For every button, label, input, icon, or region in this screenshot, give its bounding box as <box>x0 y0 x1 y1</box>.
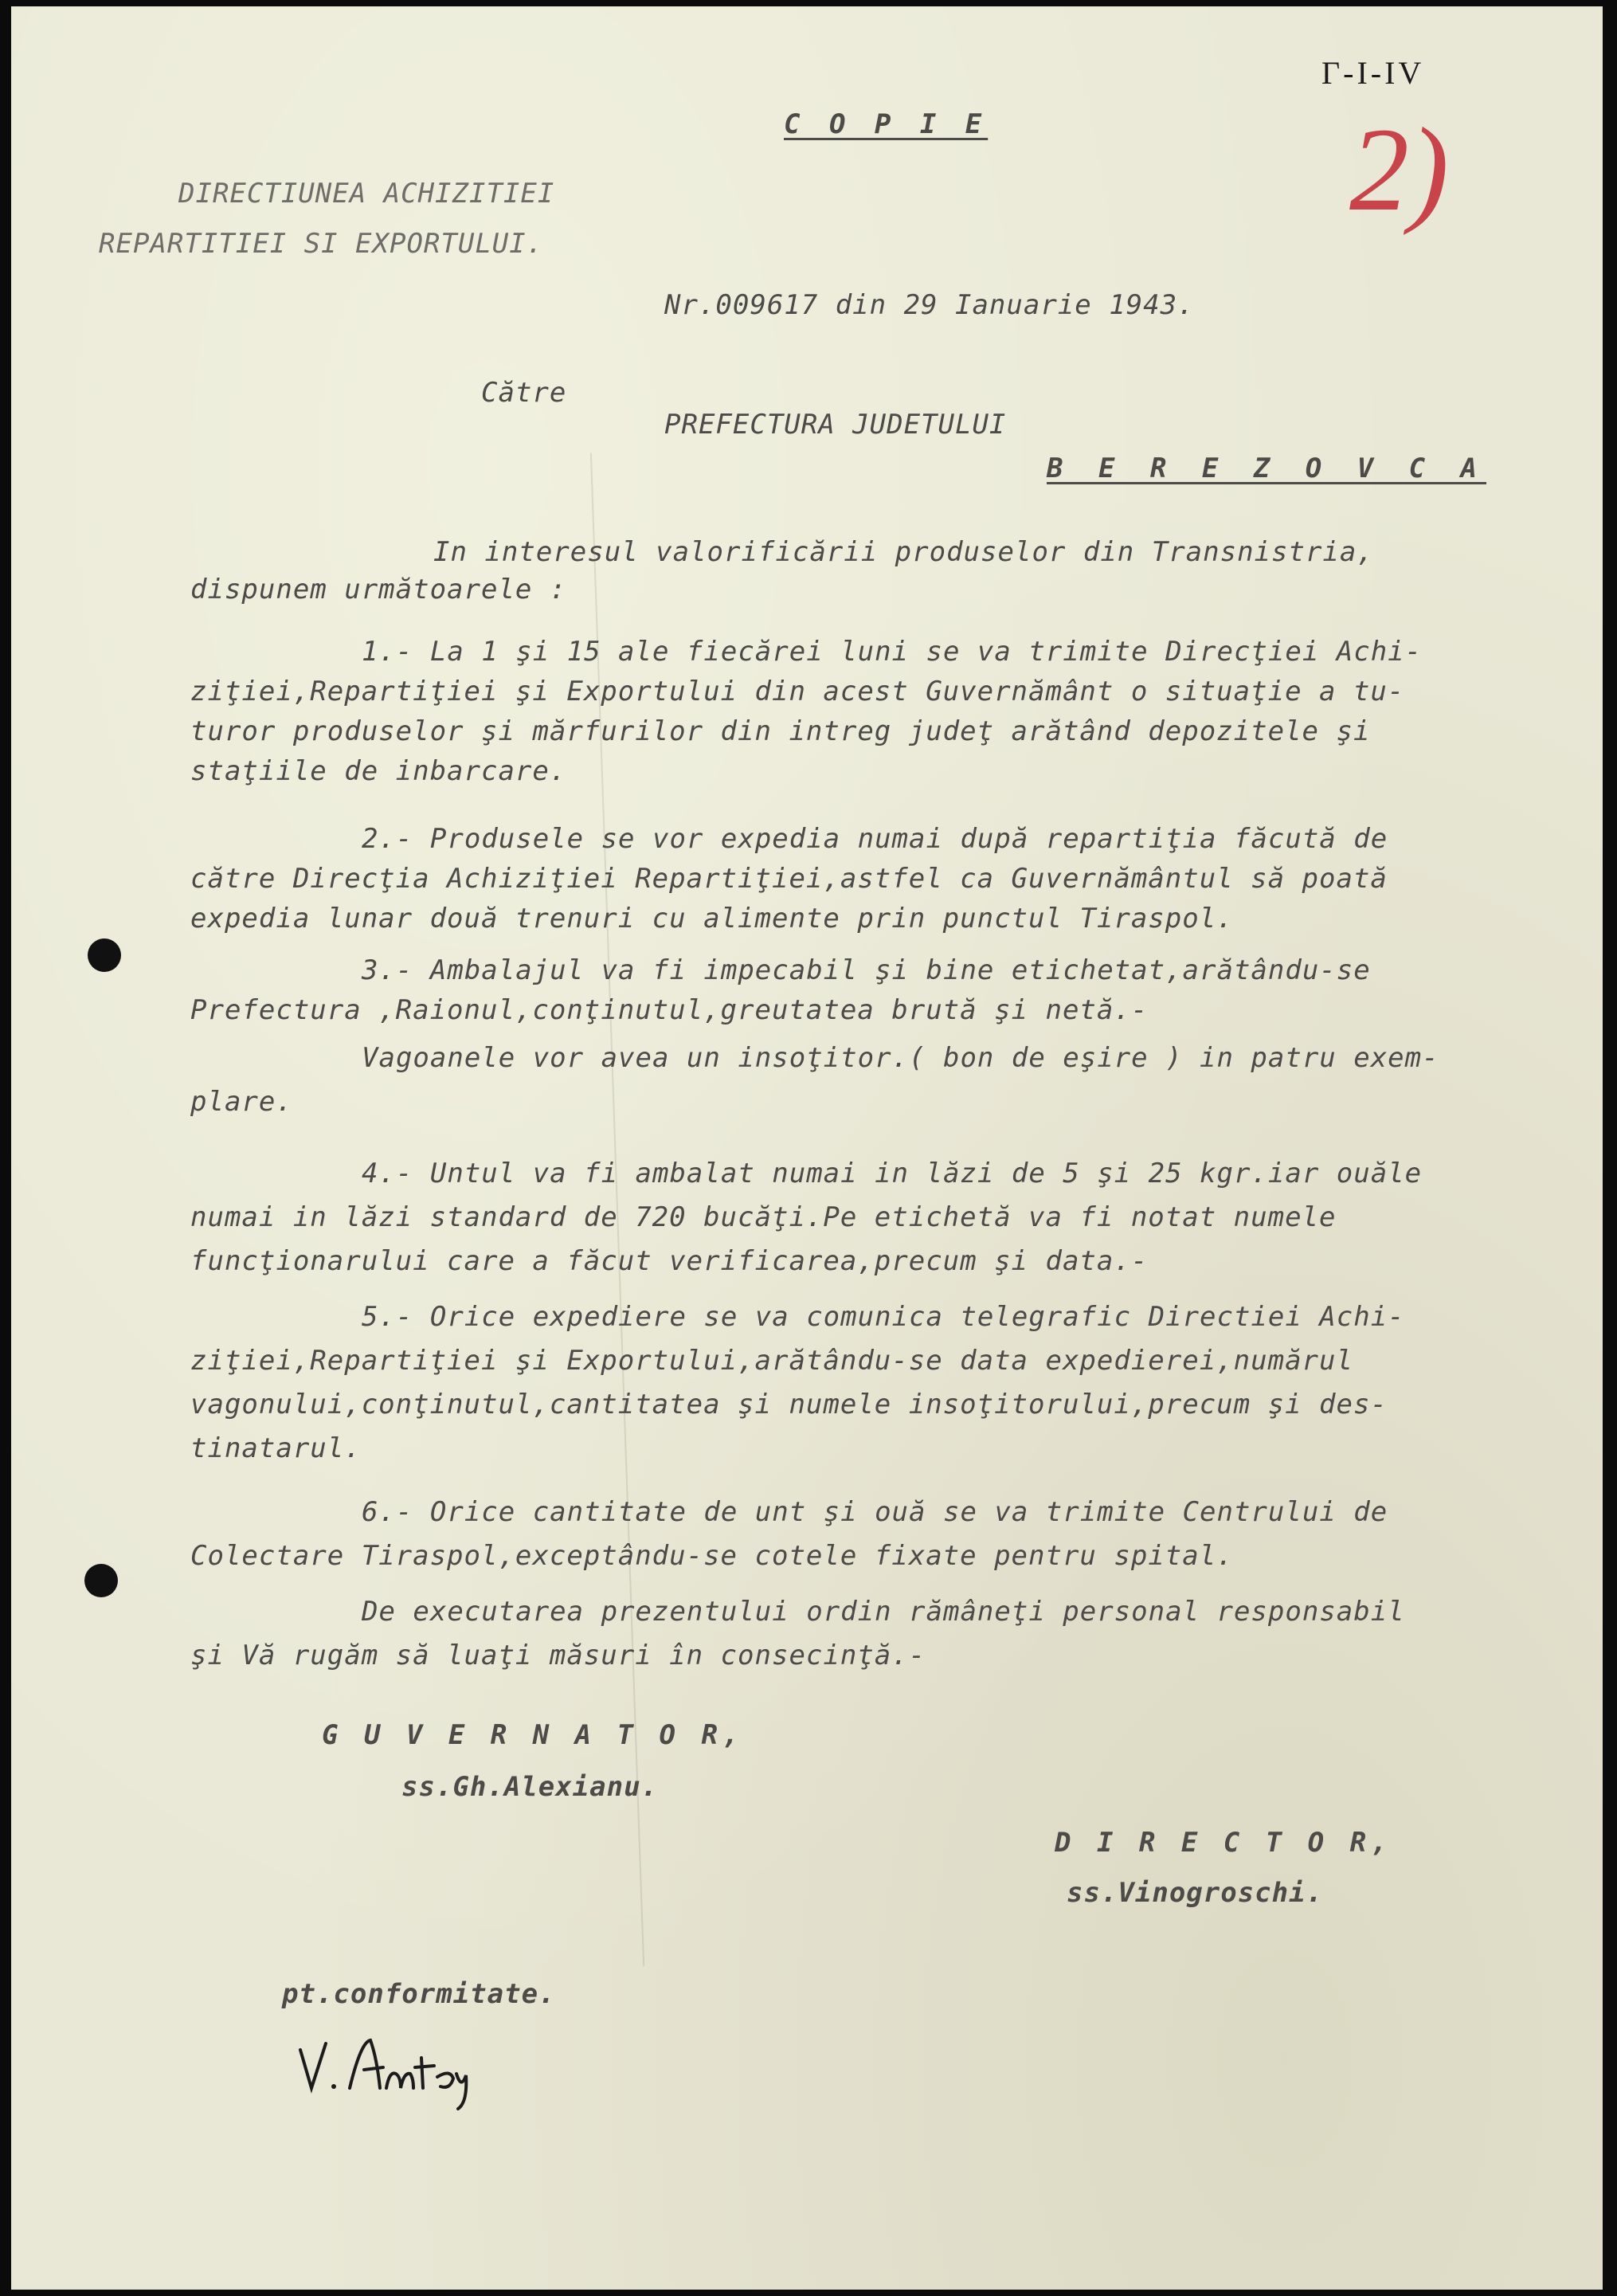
p4-line-3: funcţionarului care a făcut verificarea,precum şi data.- <box>190 1245 1149 1277</box>
p1-line-3: turor produselor şi mărfurilor din intreg judeţ arătând depozitele şi <box>190 715 1371 747</box>
intro-line-1: In interesul valorificării produselor din Transnistria, <box>433 536 1374 568</box>
p2-line-3: expedia lunar două trenuri cu alimente prin punctul Tiraspol. <box>190 903 1234 934</box>
p5-line-1: 5.- Orice expediere se va comunica telegrafic Directiei Achi- <box>362 1301 1405 1333</box>
copy-label: C O P I E <box>784 108 989 140</box>
punch-hole-bottom <box>84 1564 118 1597</box>
punch-hole-top <box>88 938 121 972</box>
p2-line-1: 2.- Produsele se vor expedia numai după repartiţia făcută de <box>362 823 1388 855</box>
closing-line-2: şi Vă rugăm să luaţi măsuri în consecinţă.- <box>190 1640 926 1671</box>
county: B E R E Z O V C A <box>1047 453 1486 484</box>
to-label: Către <box>481 377 567 409</box>
p3-line-1: 3.- Ambalajul va fi impecabil şi bine etichetat,arătându-se <box>362 954 1371 986</box>
recipient: PREFECTURA JUDETULUI <box>664 409 1007 441</box>
director-name: ss.Vinogroschi. <box>1067 1877 1324 1909</box>
p6-line-2: Colectare Tiraspol,exceptându-se cotele fixate pentru spital. <box>190 1540 1234 1572</box>
p3-line-4: plare. <box>190 1086 293 1118</box>
p6-line-1: 6.- Orice cantitate de unt şi ouă se va trimite Centrului de <box>362 1496 1388 1528</box>
document-page <box>11 6 1603 2290</box>
handwritten-signature <box>294 2026 485 2114</box>
p5-line-2: ziţiei,Repartiţiei şi Exportului,arătându-se data expedierei,numărul <box>190 1345 1353 1377</box>
director-title: D I R E C T O R, <box>1055 1827 1392 1859</box>
p1-line-1: 1.- La 1 şi 15 ale fiecărei luni se va trimite Direcţiei Achi- <box>362 636 1423 668</box>
closing-line-1: De executarea prezentului ordin rămâneţi personal responsabil <box>362 1596 1405 1628</box>
p5-line-3: vagonului,conţinutul,cantitatea şi numele insoţitorului,precum şi des- <box>190 1389 1388 1420</box>
p5-line-4: tinatarul. <box>190 1432 362 1464</box>
intro-line-2: dispunem următoarele : <box>190 574 567 605</box>
issuer-line-1: DIRECTIUNEA ACHIZITIEI <box>178 178 555 210</box>
archive-tag: Г-I-IV <box>1321 55 1425 91</box>
folio-number: 2) <box>1349 104 1449 236</box>
p2-line-2: către Direcţia Achiziţiei Repartiţiei,astfel ca Guvernământul să poată <box>190 863 1388 895</box>
p1-line-2: ziţiei,Repartiţiei şi Exportului din acest Guvernământ o situaţie a tu- <box>190 676 1405 707</box>
governor-name: ss.Gh.Alexianu. <box>401 1771 659 1803</box>
issuer-line-2: REPARTITIEI SI EXPORTULUI. <box>99 228 544 260</box>
governor-title: G U V E R N A T O R, <box>322 1719 744 1751</box>
reference-number: Nr.009617 din 29 Ianuarie 1943. <box>664 289 1195 321</box>
p1-line-4: staţiile de inbarcare. <box>190 755 567 787</box>
conformity-note: pt.conformitate. <box>282 1978 556 2010</box>
p4-line-1: 4.- Untul va fi ambalat numai in lăzi de 5 şi 25 kgr.iar ouăle <box>362 1158 1423 1189</box>
p3-line-3: Vagoanele vor avea un insoţitor.( bon de eşire ) in patru exem- <box>362 1042 1439 1074</box>
p4-line-2: numai in lăzi standard de 720 bucăţi.Pe etichetă va fi notat numele <box>190 1201 1337 1233</box>
p3-line-2: Prefectura ,Raionul,conţinutul,greutatea brută şi netă.- <box>190 994 1149 1026</box>
